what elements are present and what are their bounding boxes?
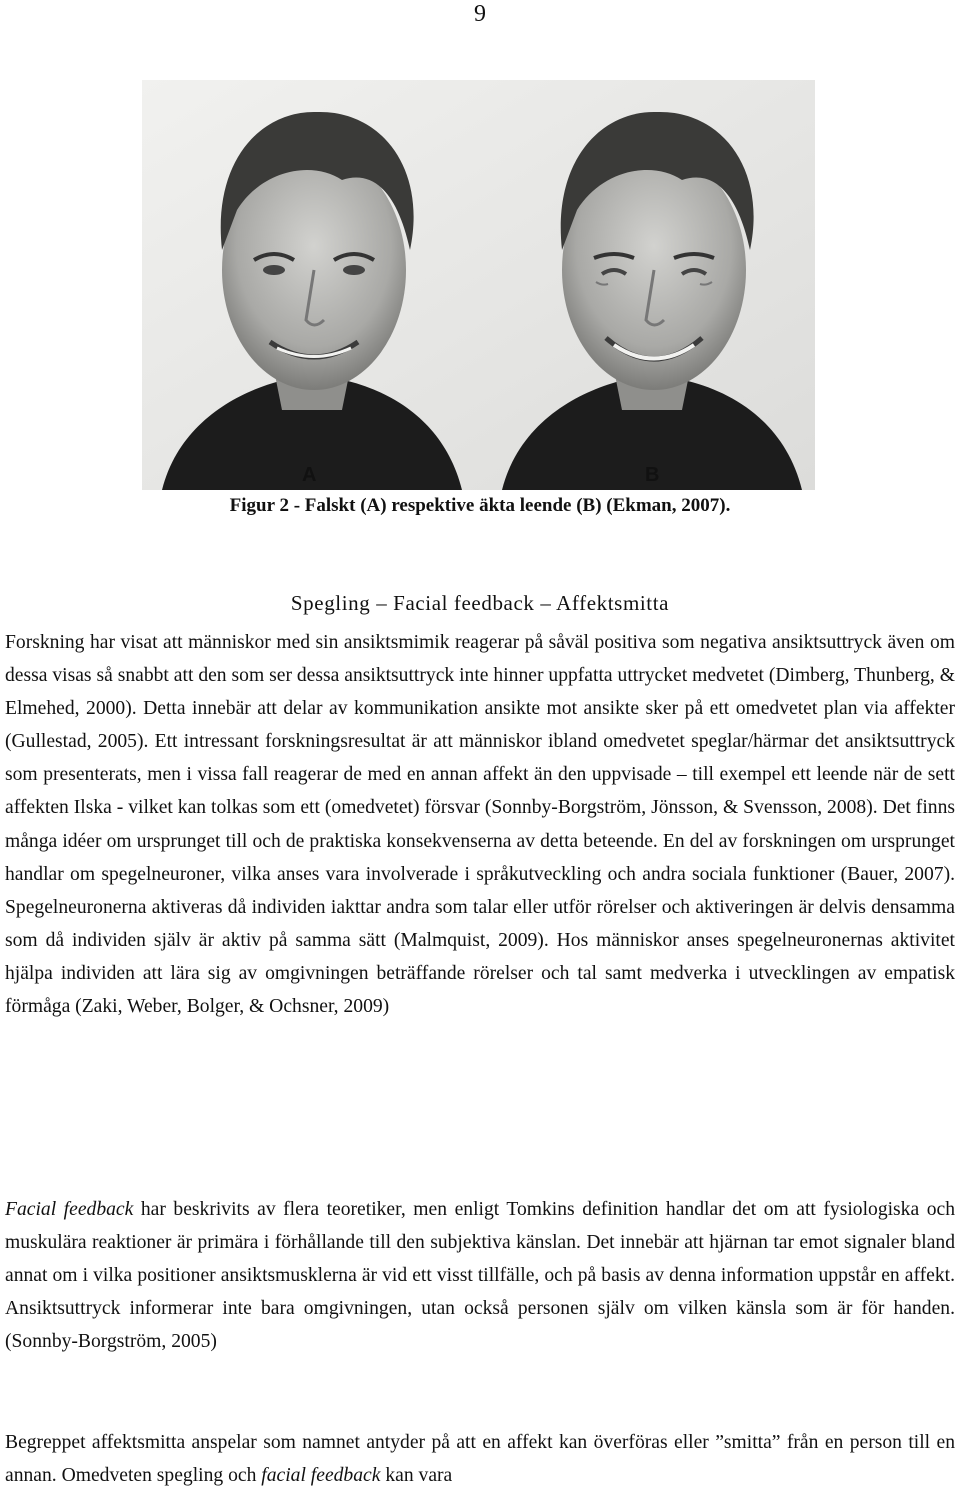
paragraph-facial-feedback-text: har beskrivits av flera teoretiker, men enligt Tomkins definition handlar det om att fysiologiska och muskulära reaktioner är primära i förhållande till den subjektiva känslan. Det innebär att hjärnan tar emot signaler bland annat om i vilka positioner ansiktsmusklerna är vid ett visst tillfälle, och på basis av denna information uppstår en affekt. Ansiktsuttryck informerar inte bara omgivningen, utan också personen själv om vilken känsla som är för handen. (Sonnby-Borgström, 2005) (5, 1199, 956, 1353)
paragraph-affektsmitta-end: kan vara (380, 1465, 453, 1487)
section-heading: Spegling – Facial feedback – Affektsmitta (290, 591, 670, 615)
paragraph-affektsmitta (5, 1426, 955, 1492)
portrait-photos (142, 80, 815, 490)
figure-smile-comparison (142, 80, 815, 490)
paragraph-affektsmitta-start: Begreppet affektsmitta anspelar som namnet antyder på att en affekt kan överföras eller ”smitta” från en person till en annan. Omedveten spegling och (5, 1432, 955, 1487)
term-facial-feedback: Facial feedback (5, 1199, 134, 1220)
figure-label-a: A (302, 464, 317, 486)
term-facial-feedback-inline: facial feedback (261, 1465, 381, 1487)
page-number: 9 (474, 1, 486, 27)
paragraph-facial-feedback (5, 1193, 955, 1358)
figure-label-b: B (645, 464, 660, 486)
figure-caption: Figur 2 - Falskt (A) respektive äkta leende (B) (Ekman, 2007). (229, 495, 731, 516)
paragraph-spegling: Forskning har visat att människor med sin ansiktsmimik reagerar på såväl positiva som negativa ansiktsuttryck även om dessa visas så snabbt att den som ser dessa ansiktsuttryck inte hinner uppfatta uttrycket medvetet (Dimberg, Thunberg, & Elmehed, 2000). Detta innebär att delar av kommunikation ansikte mot ansikte sker på ett omedvetet plan via affekter (Gullestad, 2005). Ett intressant forskningsresultat är att människor ibland omedvetet speglar/härmar det ansiktsuttryck som presenterats, men i vissa fall reagerar de med en annan affekt än den uppvisade – till exempel ett leende när de sett affekten Ilska - vilket kan tolkas som ett (omedvetet) försvar (Sonnby-Borgström, Jönsson, & Svensson, 2008). Det finns många idéer om ursprunget till och de praktiska konsekvenserna av detta beteende. En del av forskningen om ursprunget handlar om spegelneuroner, vilka anses vara involverade i språkutveckling och andra sociala funktioner (Bauer, 2007). Spegelneuronerna aktiveras då individen iakttar andra som talar eller utför rörelser och aktiveringen är delvis densamma som då individen själv är aktiv på samma sätt (Malmquist, 2009). Hos människor anses spegelneuronernas aktivitet hjälpa individen att lära sig av omgivningen beträffande rörelser och tal samt medverka i utvecklingen av empatisk förmåga (Zaki, Weber, Bolger, & Ochsner, 2009) (5, 632, 955, 1018)
